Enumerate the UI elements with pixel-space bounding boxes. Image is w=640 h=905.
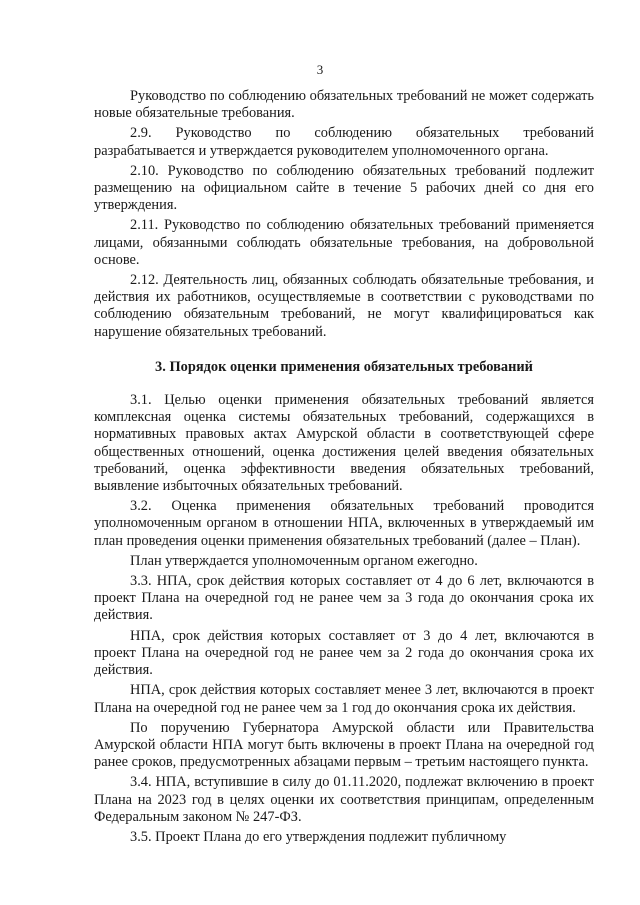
paragraph-3-5: 3.5. Проект Плана до его утверждения подлежит публичному	[130, 828, 507, 845]
paragraph-2-10: 2.10. Руководство по соблюдению обязательных требований подлежит размещению на официальном сайте в течение 5 рабочих дней со дня его утверждения.	[94, 162, 594, 214]
paragraph-2-9: 2.9. Руководство по соблюдению обязательных требований разрабатывается и утверждается руководителем уполномоченного органа.	[94, 125, 594, 159]
paragraph-3-3: 3.3. НПА, срок действия которых составляет от 4 до 6 лет, включаются в проект Плана на очередной год не ранее чем за 3 года до окончания срока их действия.	[94, 573, 594, 624]
paragraph-3-4: 3.4. НПА, вступившие в силу до 01.11.2020, подлежат включению в проект Плана на 2023 год в целях оценки их соответствия принципам, определенным Федеральным законом № 247-ФЗ.	[94, 774, 594, 825]
paragraph-3-2: 3.2. Оценка применения обязательных требований проводится уполномоченным органом в отношении НПА, включенных в утверждаемый им план проведения оценки применения обязательных требований (далее – План).	[94, 498, 594, 549]
paragraph: НПА, срок действия которых составляет менее 3 лет, включаются в проект Плана на очередной год не ранее чем за 1 год до окончания срока их действия.	[94, 682, 594, 716]
paragraph: По поручению Губернатора Амурской области или Правительства Амурской области НПА могут быть включены в проект Плана на очередной год ранее сроков, предусмотренных абзацами первым – третьим настоящего пункта.	[94, 719, 594, 771]
page-number: 3	[316, 62, 324, 77]
paragraph-2-12: 2.12. Деятельность лиц, обязанных соблюдать обязательные требования, и действия их работников, осуществляемые в соответствии с руководствами по соблюдению обязательным требований, не могут квалифицироваться как нарушение обязательных требований.	[94, 272, 594, 340]
paragraph-3-1: 3.1. Целью оценки применения обязательных требований является комплексная оценка системы обязательных требований, содержащихся в нормативных правовых актах Амурской области в соответствующей сфере общественных отношений, оценка достижения целей введения обязательных требований, оценка эффективности введения обязательных требований, выявление избыточных обязательных требований.	[94, 392, 594, 495]
paragraph: План утверждается уполномоченным органом ежегодно.	[130, 552, 478, 569]
paragraph-2-11: 2.11. Руководство по соблюдению обязательных требований применяется лицами, обязанными соблюдать обязательные требования, на добровольной основе.	[94, 217, 594, 268]
paragraph: НПА, срок действия которых составляет от 3 до 4 лет, включаются в проект Плана на очередной год не ранее чем за 2 года до окончания срока их действия.	[94, 627, 594, 679]
section-heading: 3. Порядок оценки применения обязательных требований	[155, 358, 533, 375]
document-body	[94, 88, 594, 849]
paragraph: Руководство по соблюдению обязательных требований не может содержать новые обязательные требования.	[94, 88, 594, 122]
